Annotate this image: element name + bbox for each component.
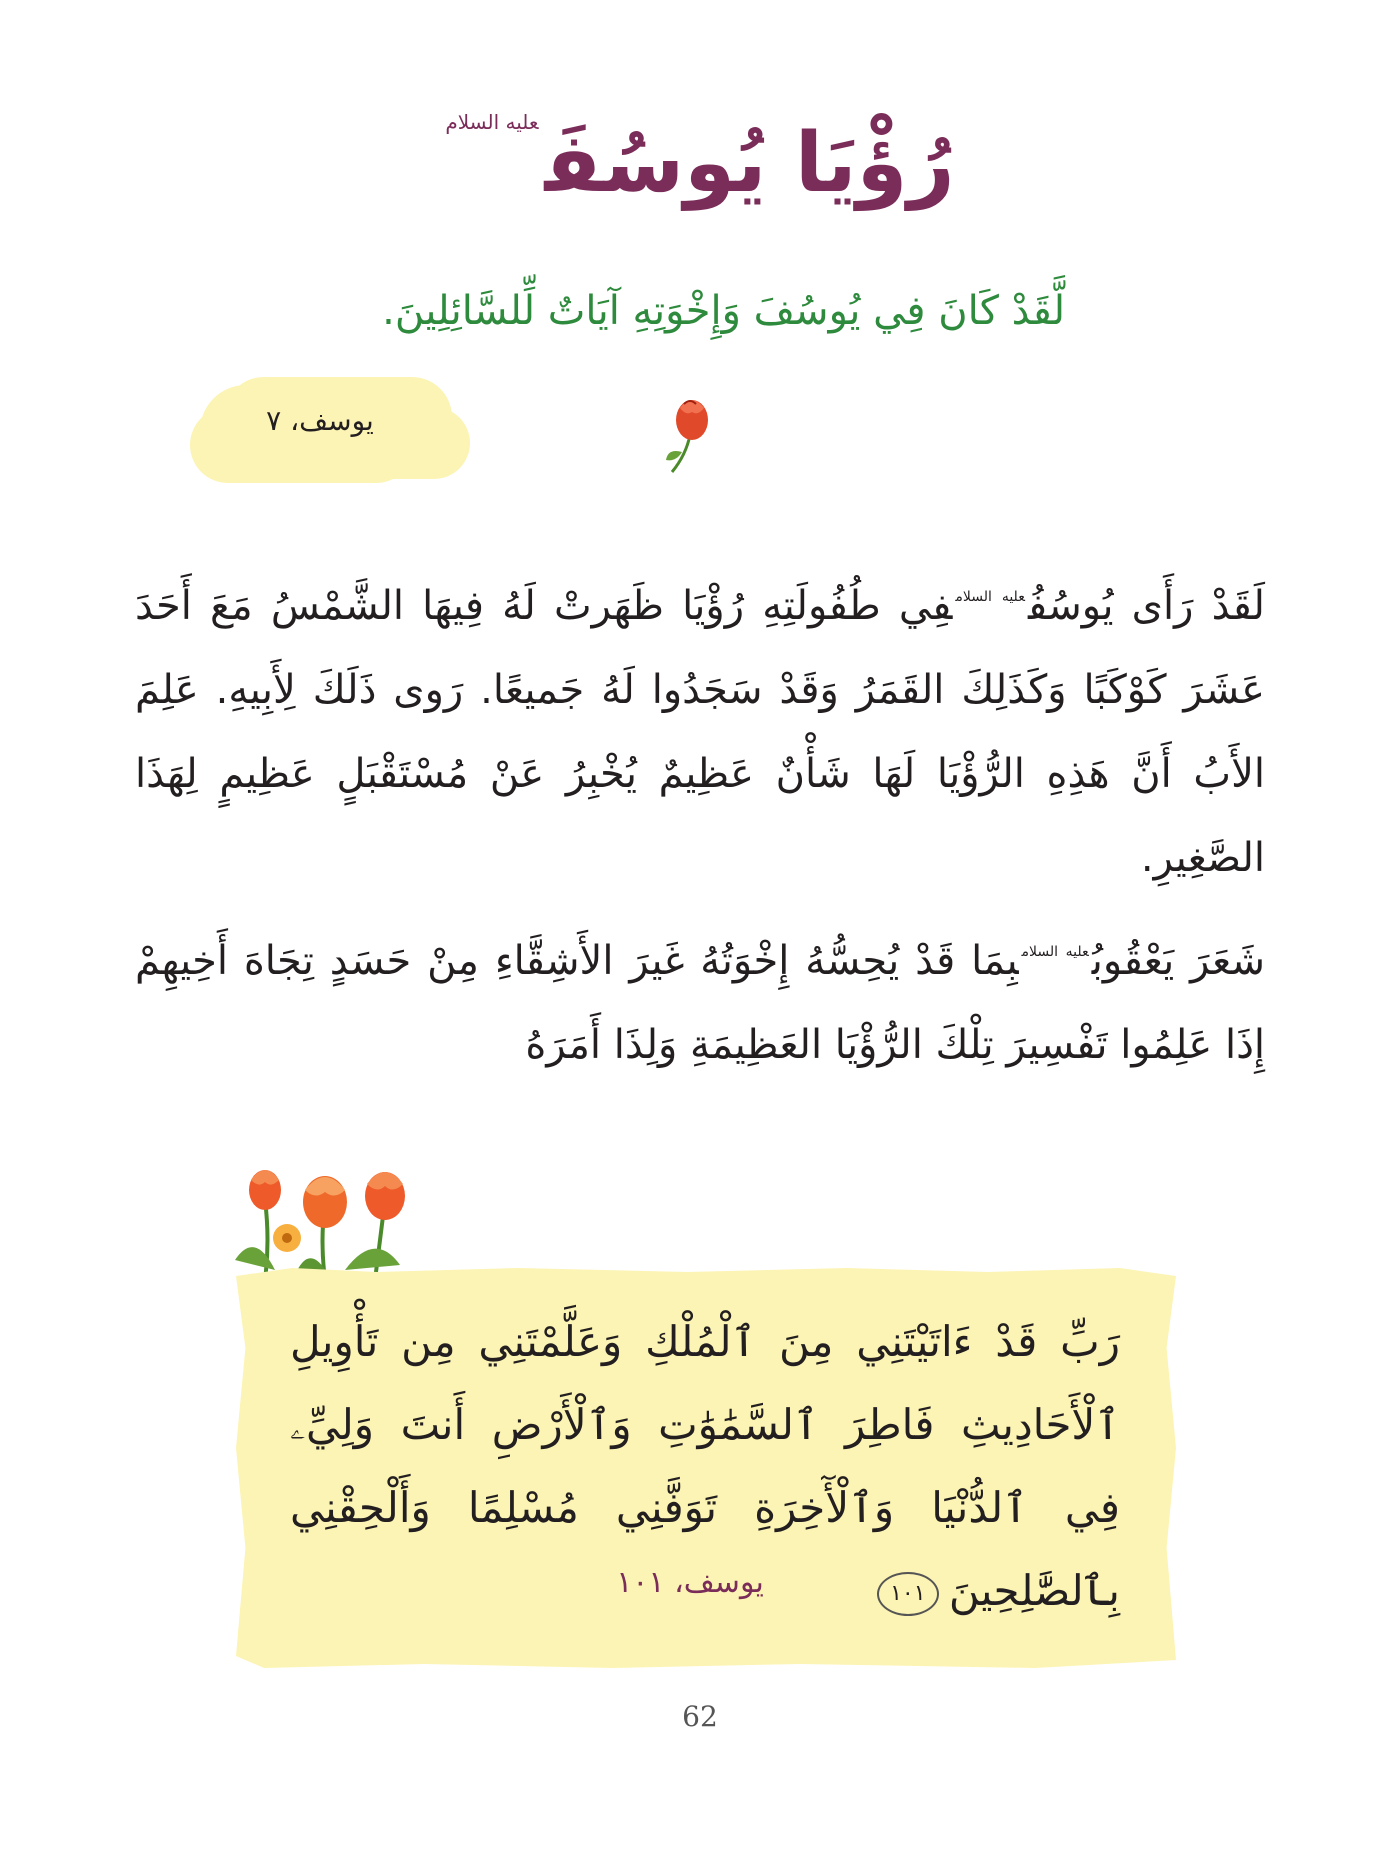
paragraph-1-honorific: عليه السلام [955,589,1025,605]
ayah-number-badge: ١٠١ [877,1572,939,1616]
page-title [0,110,1400,213]
body-text [135,555,1265,1097]
title-honorific: عليه السلام [445,110,539,134]
dua-verse: رَبِّ قَدْ ءَاتَيْتَنِي مِنَ ٱلْمُلْكِ وَعَلَّمْتَنِي مِن تَأْوِيلِ ٱلْأَحَادِيثِ فَاطِرَ ٱلسَّمَٰوَٰتِ وَٱلْأَرْضِ أَنتَ وَلِيِّۦ فِي ٱلدُّنْيَا وَٱلْأٓخِرَةِ تَوَفَّنِي مُسْلِمًا وَأَلْحِقْنِي بِٱلصَّٰلِحِينَ [290,1317,1120,1615]
paragraph-1 [135,555,1265,900]
paragraph-2-start: شَعَرَ يَعْقُوبُ [1091,938,1265,984]
tulip-icon [660,390,720,475]
dua-reference: يوسف، ١٠١ [616,1565,764,1600]
flowers-icon [225,1160,455,1285]
page-number: 62 [682,1700,718,1733]
paragraph-2 [135,910,1265,1087]
title-text: رُؤْيَا يُوسُفَ [544,116,955,211]
quran-verse: لَّقَدْ كَانَ فِي يُوسُفَ وَإِخْوَتِهِ آيَاتٌ لِّلسَّائِلِينَ. [382,288,1065,334]
paragraph-2-rest: بِمَا قَدْ يُحِسُّهُ إِخْوَتُهُ غَيرَ الأَشِقَّاءِ مِنْ حَسَدٍ تِجَاهَ أَخِيهِمْ إِذَا عَلِمُوا تَفْسِيرَ تِلْكَ الرُّؤْيَا العَظِيمَةِ وَلِذَا أَمَرَهُ [135,938,1265,1068]
paragraph-2-honorific: عليه السلام [1021,944,1089,960]
verse-reference: يوسف، ٧ [266,404,374,437]
paragraph-1-start: لَقَدْ رَأَى يُوسُفُ [1027,583,1265,629]
paragraph-1-rest: فِي طُفُولَتِهِ رُؤْيَا ظَهَرتْ لَهُ فِيهَا الشَّمْسُ مَعَ أَحَدَ عَشَرَ كَوْكَبًا وَكَذَلِكَ القَمَرُ وَقَدْ سَجَدُوا لَهُ جَميعًا. رَوى ذَلَكَ لِأَبِيهِ. عَلِمَ الأَبُ أَنَّ هَذِهِ الرُّؤْيَا لَهَا شَأْنٌ عَظِيمٌ يُخْبِرُ عَنْ مُسْتَقْبَلٍ عَظِيمٍ لِهَذَا الصَّغِيرِ. [135,583,1265,881]
